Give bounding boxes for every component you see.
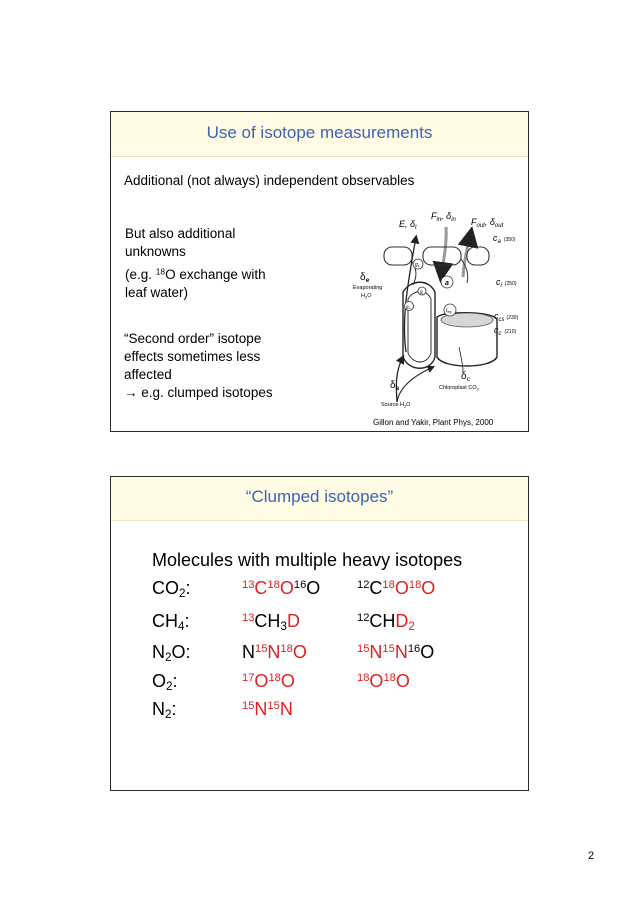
- co2-in-arrow: [441, 227, 446, 277]
- observables-line: Additional (not always) independent observables: [124, 173, 415, 188]
- slide1-title: Use of isotope measurements: [206, 123, 433, 142]
- cc-label: $c_c$ $^{(210)}$: [494, 325, 517, 337]
- delta-s-label: $\delta_s$: [390, 380, 400, 392]
- para2-line-d: → e.g. clumped isotopes: [124, 385, 273, 400]
- row-n2o-label: $N_2O$:: [152, 642, 191, 664]
- row-n2o-molecule-1: $N^{15}N^{18}O$: [242, 642, 307, 662]
- para2-line-a: “Second order” isotope: [124, 331, 262, 346]
- evaporating-label-2: $H_2O$: [361, 293, 372, 300]
- slide2-title: “Clumped isotopes”: [245, 487, 394, 506]
- para1-line-d: leaf water): [125, 285, 189, 300]
- ccs-label: $c_{cs}$ $^{(230)}$: [494, 311, 519, 323]
- row-co2-label: $CO_2$:: [152, 578, 191, 600]
- page-number: 2: [588, 850, 595, 862]
- ca-label: $c_a$ $^{(350)}$: [493, 233, 516, 245]
- label-F-out: $F_{out}$, $\delta_{out}$: [471, 217, 504, 229]
- row-o2-label: $O_2$:: [152, 671, 178, 693]
- row-n2o-molecule-2: $^{15}N^{15}N^{16}O$: [357, 642, 435, 662]
- row-o2-molecule-1: $^{17}O^{18}O$: [242, 671, 295, 691]
- row-co2-molecule-2: $^{12}C^{18}O^{18}O$: [357, 578, 436, 598]
- leaf-isotope-diagram: [351, 207, 529, 417]
- label-F-in: $F_{in}$, $\delta_{in}$: [431, 211, 456, 223]
- row-n2-molecule-1: $^{15}N^{15}N$: [242, 699, 293, 719]
- para1-line-a: But also additional: [125, 226, 236, 241]
- source-water-arrow: [396, 357, 403, 402]
- row-ch4-molecule-1: $^{13}CH_3D$: [242, 611, 300, 633]
- row-n2-label: $N_2$:: [152, 699, 177, 721]
- slide1-title-bar: [111, 112, 528, 157]
- source-h2o-label: Source $H_2O$: [381, 402, 411, 409]
- slide-clumped-isotopes: [110, 476, 529, 791]
- row-ch4-label: $CH_4$:: [152, 611, 190, 633]
- para1-line-c: (e.g. $^{18}$O exchange with: [125, 266, 266, 282]
- gw-circle-label: $g_w$: [406, 304, 411, 310]
- para2-line-c: affected: [124, 367, 172, 382]
- clumped-heading: Molecules with multiple heavy isotopes: [152, 550, 463, 570]
- delta-e-label: $\delta_e$: [360, 272, 370, 284]
- chloroplast-co2-label: Chloroplast $CO_2$: [439, 385, 479, 392]
- ci-label: $c_i$ $^{(250)}$: [496, 277, 517, 289]
- transpiration-arrow: [404, 237, 416, 352]
- gi-circle-label: $g_i$: [420, 289, 424, 295]
- teq-circle-label: $t_{eq}$: [446, 308, 452, 314]
- gs-circle-label: $g_s$: [415, 262, 420, 268]
- para1-line-b: unknowns: [125, 244, 186, 259]
- slide2-title-bar: [111, 477, 528, 521]
- assimilation-circle-label: a: [445, 280, 449, 287]
- row-co2-molecule-1: $^{13}C^{18}O^{16}O$: [242, 578, 321, 598]
- row-o2-molecule-2: $^{18}O^{18}O$: [357, 671, 410, 691]
- ch4-chd-text: CHD: [369, 611, 409, 631]
- slide-isotope-measurements: [110, 111, 529, 432]
- citation: Gillon and Yakir, Plant Phys, 2000: [373, 418, 494, 427]
- row-ch4-molecule-2: $^{12}CHD_2$: [357, 611, 415, 633]
- para2-line-b: effects sometimes less: [124, 349, 261, 364]
- evaporating-label-1: Evaporating: [353, 285, 383, 291]
- delta-c-label: $\delta_c$: [461, 371, 470, 383]
- arrow-glyph: →: [124, 385, 138, 400]
- label-E-delta-t: E, $\delta_t$: [399, 219, 417, 231]
